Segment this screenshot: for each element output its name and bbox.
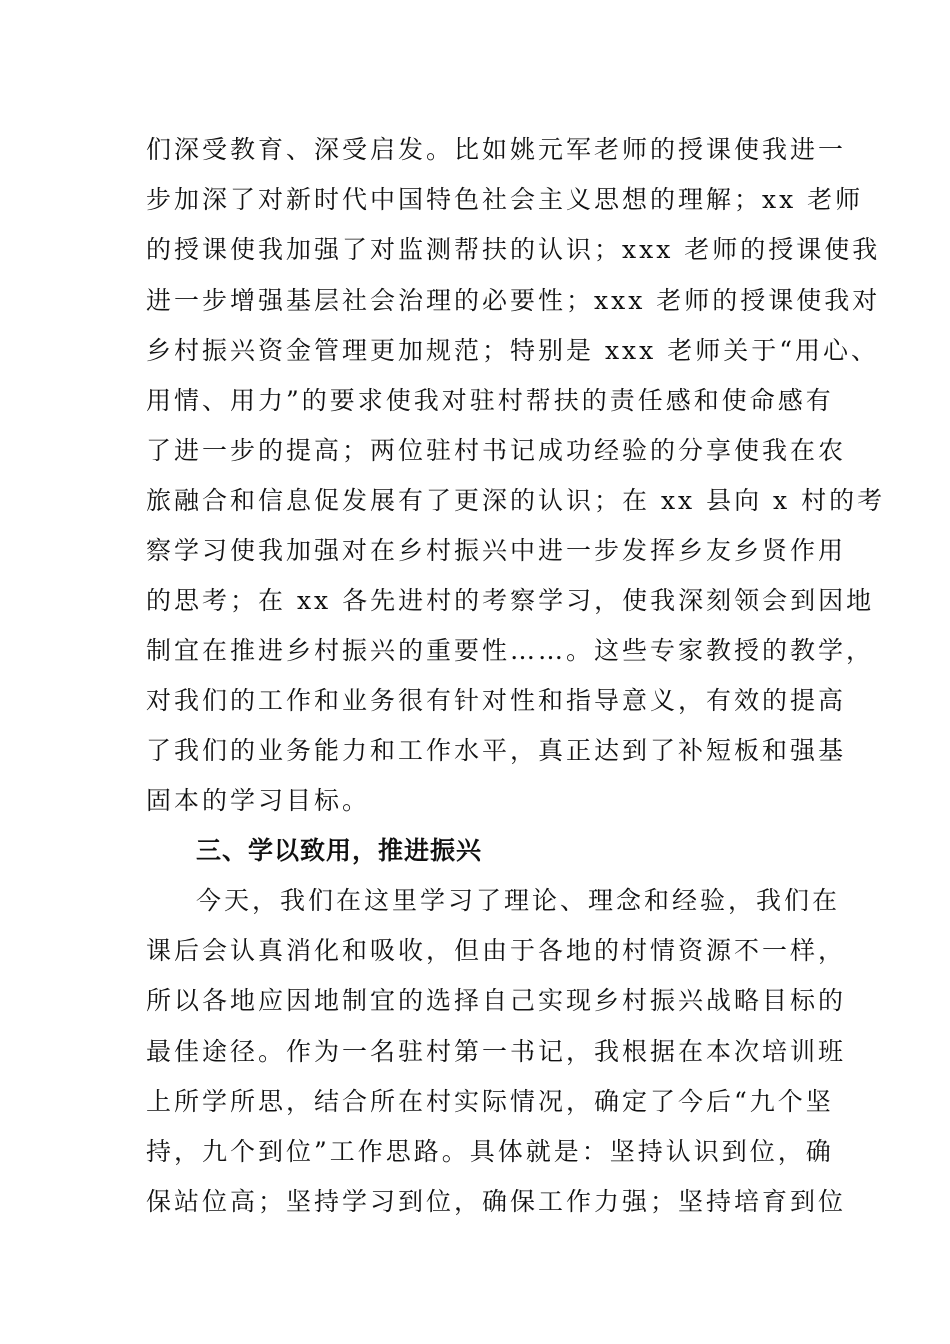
paragraph-line: 了进一步的提高；两位驻村书记成功经验的分享使我在农 bbox=[146, 436, 847, 465]
paragraph-line: 乡村振兴资金管理更加规范；特别是 xxx 老师关于“用心、 bbox=[146, 336, 879, 365]
paragraph-line: 进一步增强基层社会治理的必要性；xxx 老师的授课使我对 bbox=[146, 286, 881, 315]
paragraph-line: 制宜在推进乡村振兴的重要性……。这些专家教授的教学， bbox=[146, 636, 875, 665]
paragraph-line: 们深受教育、深受启发。比如姚元军老师的授课使我进一 bbox=[146, 135, 847, 164]
paragraph-line: 持，九个到位”工作思路。具体就是：坚持认识到位，确 bbox=[146, 1137, 834, 1166]
paragraph-line: 上所学所思，结合所在村实际情况，确定了今后“九个坚 bbox=[146, 1087, 834, 1116]
paragraph-line: 对我们的工作和业务很有针对性和指导意义，有效的提高 bbox=[146, 686, 847, 715]
paragraph-line: 最佳途径。作为一名驻村第一书记，我根据在本次培训班 bbox=[146, 1037, 847, 1066]
paragraph-line: 课后会认真消化和吸收，但由于各地的村情资源不一样， bbox=[146, 936, 847, 965]
paragraph-line: 保站位高；坚持学习到位，确保工作力强；坚持培育到位 bbox=[146, 1187, 847, 1216]
paragraph-line: 固本的学习目标。 bbox=[146, 786, 371, 815]
paragraph-line: 步加深了对新时代中国特色社会主义思想的理解；xx 老师 bbox=[146, 185, 864, 214]
paragraph-line: 的思考；在 xx 各先进村的考察学习，使我深刻领会到因地 bbox=[146, 586, 875, 615]
paragraph-line: 的授课使我加强了对监测帮扶的认识；xxx 老师的授课使我 bbox=[146, 235, 881, 264]
section-heading: 三、学以致用，推进振兴 bbox=[196, 836, 483, 865]
paragraph-line: 所以各地应因地制宜的选择自己实现乡村振兴战略目标的 bbox=[146, 986, 847, 1015]
paragraph-line: 察学习使我加强对在乡村振兴中进一步发挥乡友乡贤作用 bbox=[146, 536, 847, 565]
paragraph-line: 今天，我们在这里学习了理论、理念和经验，我们在 bbox=[196, 886, 841, 915]
paragraph-line: 旅融合和信息促发展有了更深的认识；在 xx 县向 x 村的考 bbox=[146, 486, 886, 515]
paragraph-line: 了我们的业务能力和工作水平，真正达到了补短板和强基 bbox=[146, 736, 847, 765]
paragraph-line: 用情、用力”的要求使我对驻村帮扶的责任感和使命感有 bbox=[146, 386, 834, 415]
